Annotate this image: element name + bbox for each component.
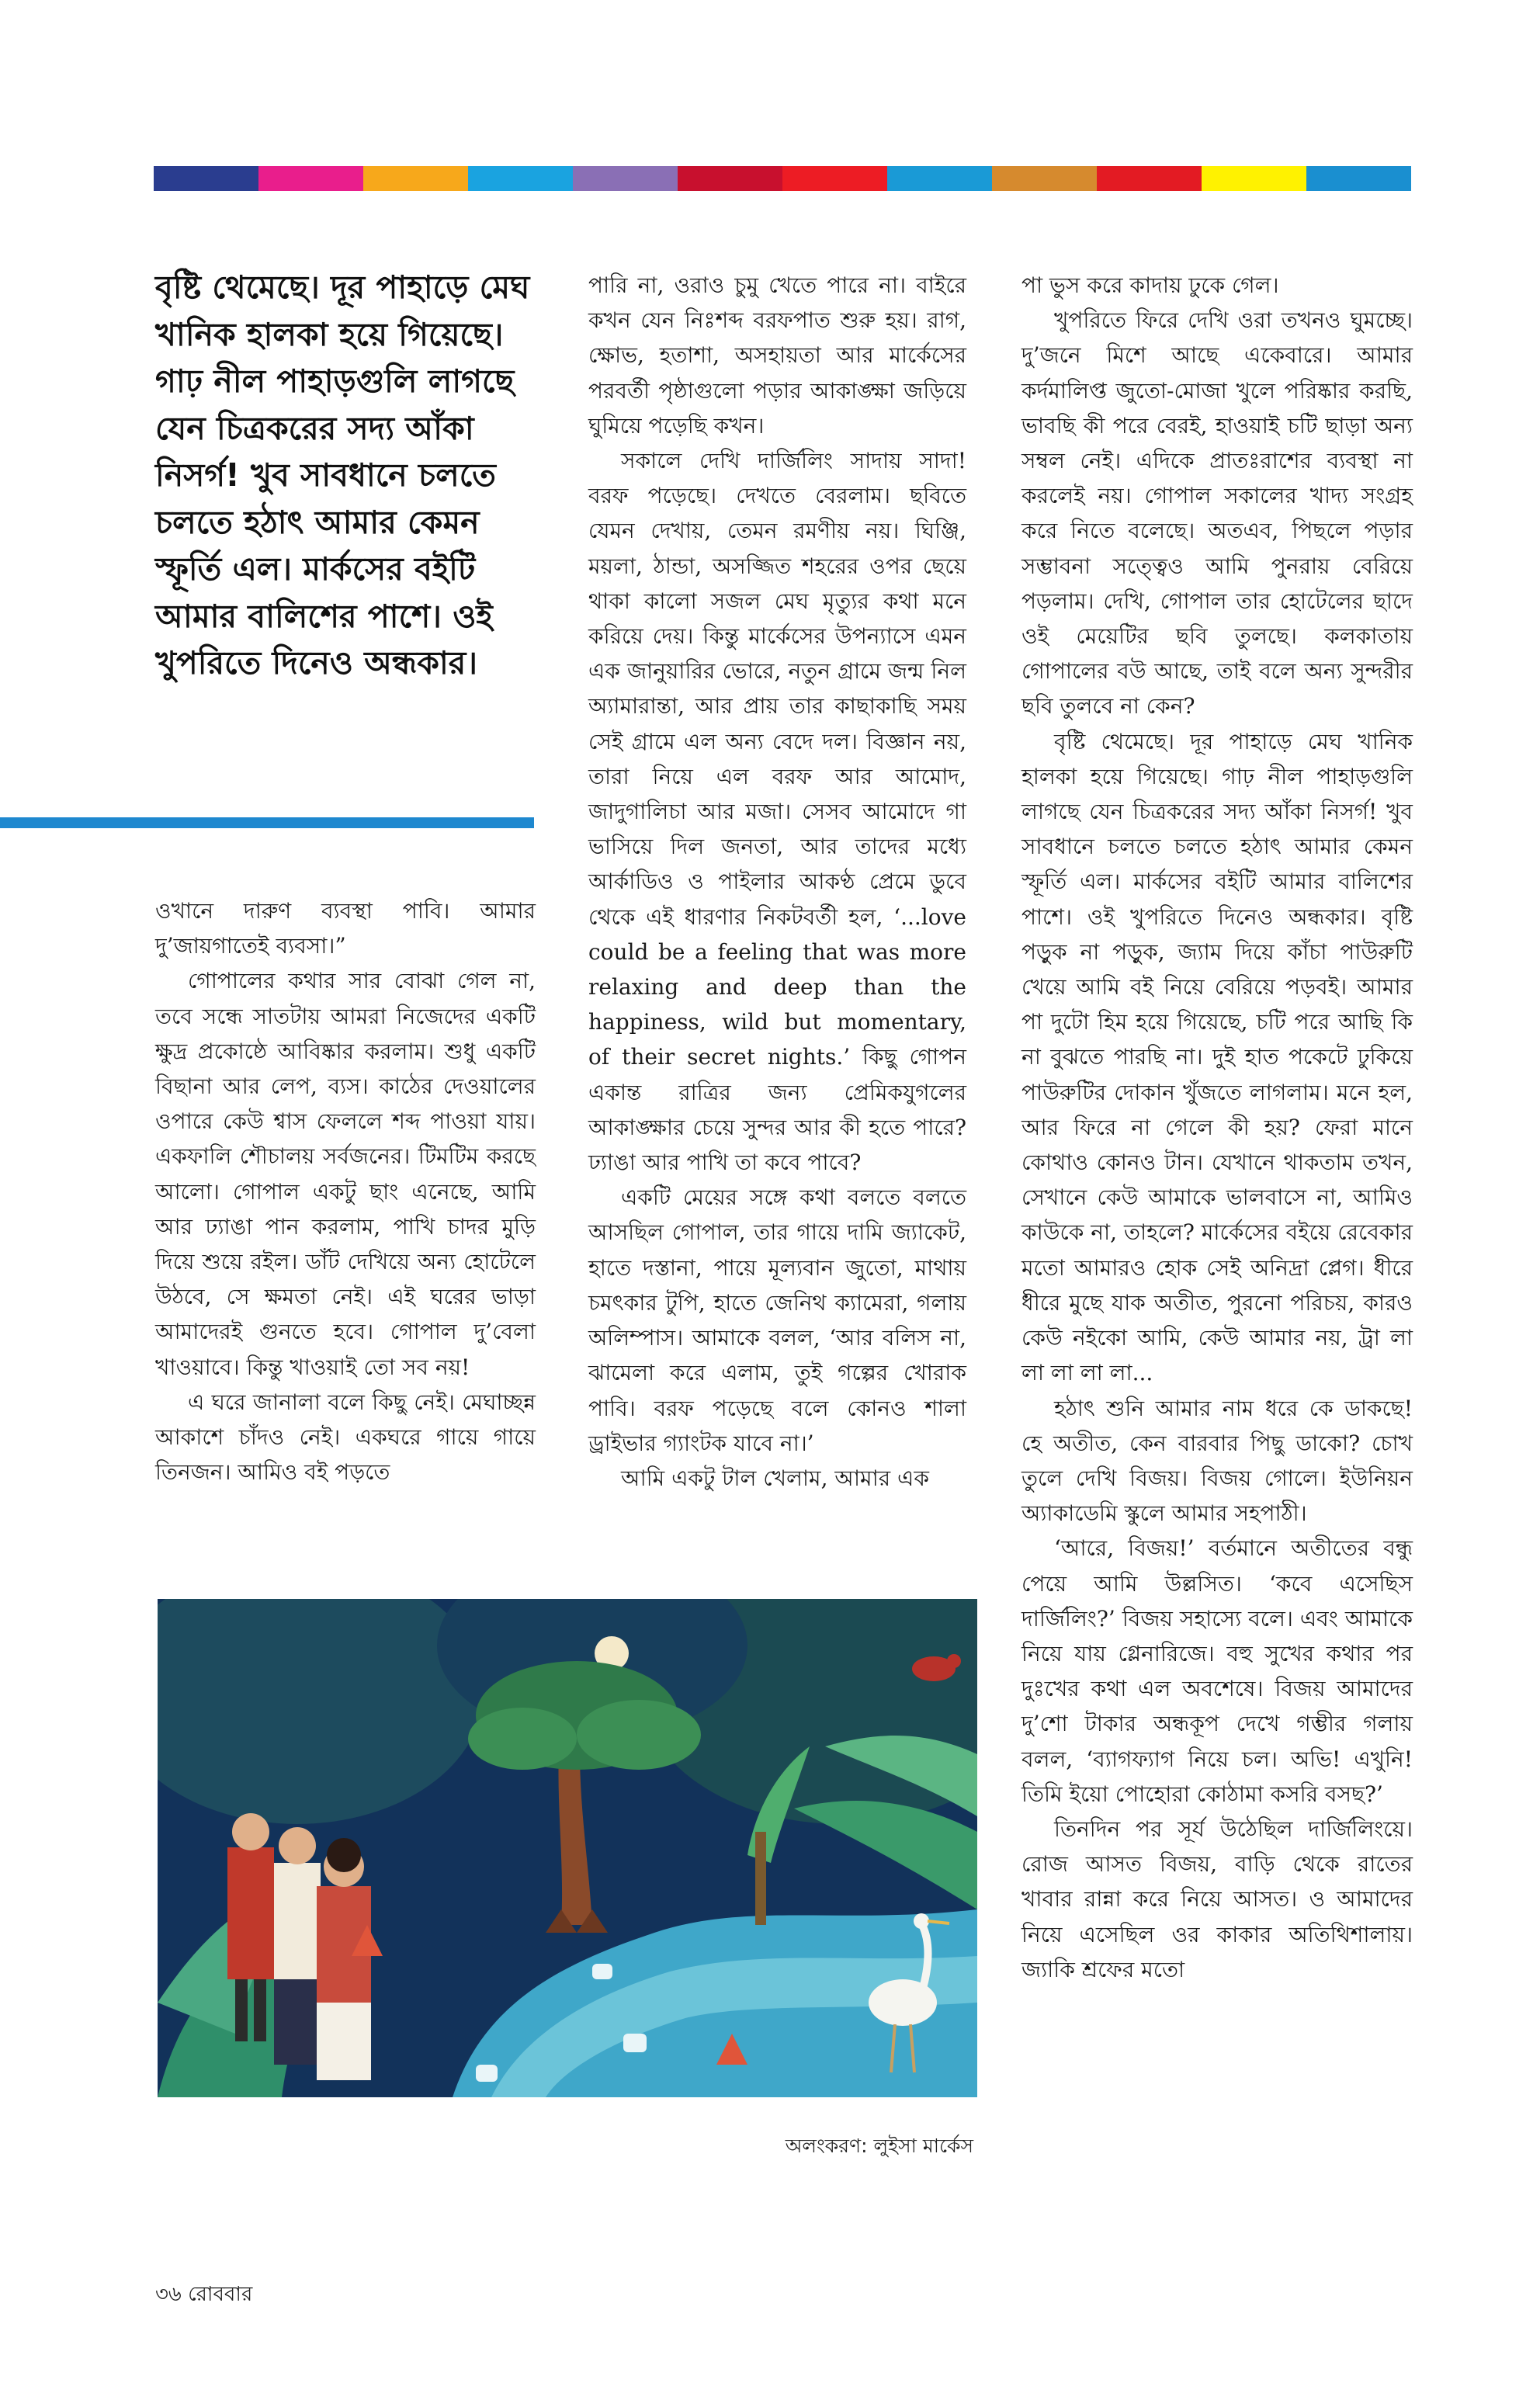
paragraph: এ ঘরে জানালা বলে কিছু নেই। মেঘাচ্ছন্ন আকাশে চাঁদও নেই। একঘরে গায়ে গায়ে তিনজন। আমিও বই পড়তে [155, 1389, 536, 1486]
paragraph: তিনদিন পর সূর্য উঠেছিল দার্জিলিংয়ে। রোজ আসত বিজয়, বাড়ি থেকে রাতের খাবার রান্না করে নিয়ে আসত। ও আমাদের নিয়ে এসেছিল ওর কাকার অতিথিশালায়। জ্যাকি শ্রফের মতো [1021, 1816, 1413, 1982]
color-stripe-segment [258, 166, 363, 191]
color-stripe-bar [154, 166, 1411, 191]
color-stripe-segment [887, 166, 992, 191]
text-column-1 [155, 893, 536, 1490]
paragraph: পারি না, ওরাও চুমু খেতে পারে না। বাইরে কখন যেন নিঃশব্দ বরফপাত শুরু হয়। রাগ, ক্ষোভ, হতাশা, অসহায়তা আর মার্কেসের পরবর্তী পৃষ্ঠাগুলো পড়ার আকাঙ্ক্ষা জড়িয়ে ঘুমিয়ে পড়েছি কখন। [588, 272, 966, 439]
paragraph: বৃষ্টি থেমেছে। দূর পাহাড়ে মেঘ খানিক হালকা হয়ে গিয়েছে। গাঢ় নীল পাহাড়গুলি লাগছে যেন চিত্রকরের সদ্য আঁকা নিসর্গ! খুব সাবধানে চলতে চলতে হঠাৎ আমার কেমন স্ফূর্তি এল। মার্কসের বইটি আমার বালিশের পাশে। ওই খুপরিতে দিনেও অন্ধকার। বৃষ্টি পড়ুক না পড়ুক, জ্যাম দিয়ে কাঁচা পাউরুটি খেয়ে আমি বই নিয়ে বেরিয়ে পড়বই। আমার পা দুটো হিম হয়ে গিয়েছে, চটি পরে আছি কি না বুঝতে পারছি না। দুই হাত পকেটে ঢুকিয়ে পাউরুটির দোকান খুঁজতে লাগলাম। মনে হল, আর ফিরে না গেলে কী হয়? ফেরা মানে কোথাও কোনও টান। যেখানে থাকতাম তখন, সেখানে কেউ আমাকে ভালবাসে না, আমিও কাউকে না, তাহলে? মার্কেসের বইয়ে রেবেকার মতো আমারও হোক সেই অনিদ্রা প্লেগ। ধীরে ধীরে মুছে যাক অতীত, পুরনো পরিচয়, কারও কেউ নইকো আমি, কেউ আমার নয়, ট্রা লা লা লা লা লা... [1021, 728, 1413, 1386]
color-stripe-segment [468, 166, 573, 191]
color-stripe-segment [678, 166, 782, 191]
color-stripe-segment [992, 166, 1097, 191]
paragraph: হঠাৎ শুনি আমার নাম ধরে কে ডাকছে! হে অতীত, কেন বারবার পিছু ডাকো? চোখ তুলে দেখি বিজয়। বিজয় গোলে। ইউনিয়ন অ্যাকাডেমি স্কুলে আমার সহপাঠী। [1021, 1395, 1413, 1527]
color-stripe-segment [573, 166, 678, 191]
paragraph: ওখানে দারুণ ব্যবস্থা পাবি। আমার দু’জায়গাতেই ব্যবসা।” [155, 898, 536, 959]
pull-quote: বৃষ্টি থেমেছে। দূর পাহাড়ে মেঘ খানিক হালকা হয়ে গিয়েছে। গাঢ় নীল পাহাড়গুলি লাগছে যেন চিত্রকরের সদ্য আঁকা নিসর্গ! খুব সাবধানে চলতে চলতে হঠাৎ আমার কেমন স্ফূর্তি এল। মার্কসের বইটি আমার বালিশের পাশে। ওই খুপরিতে দিনেও অন্ধকার। [155, 269, 530, 681]
paragraph: সকালে দেখি দার্জিলিং সাদায় সাদা! বরফ পড়েছে। দেখতে বেরলাম। ছবিতে যেমন দেখায়, তেমন রমণীয় নয়। ঘিঞ্জি, ময়লা, ঠান্ডা, অসজ্জিত শহরের ওপর ছেয়ে থাকা কালো সজল মেঘ মৃত্যুর কথা মনে করিয়ে দেয়। কিন্তু মার্কেসের উপন্যাসে এমন এক জানুয়ারির ভোরে, নতুন গ্রামে জন্ম নিল অ্যামারান্তা, আর প্রায় তার কাছাকাছি সময় সেই গ্রামে এল অন্য বেদে দল। বিজ্ঞান নয়, তারা নিয়ে এল বরফ আর আমোদ, জাদুগালিচা আর মজা। সেসব আমোদে গা ভাসিয়ে দিল জনতা, আর তাদের মধ্যে আর্কাডিও ও পাইলার আকণ্ঠ প্রেমে ডুবে থেকে এই ধারণার নিকটবর্তী হল, ‘...love could be a feeling that was more relaxing and deep than the happiness, wild but momentary, of their secret nights.’ কিছু গোপন একান্ত রাত্রির জন্য প্রেমিকযুগলের আকাঙ্ক্ষার চেয়ে সুন্দর আর কী হতে পারে? ঢ্যাঙা আর পাখি তা কবে পাবে? [588, 448, 966, 1176]
color-stripe-segment [154, 166, 258, 191]
paragraph: ‘আরে, বিজয়!’ বর্তমানে অতীতের বন্ধু পেয়ে আমি উল্লসিত। ‘কবে এসেছিস দার্জিলিং?’ বিজয় সহাস্যে বলে। এবং আমাকে নিয়ে যায় গ্লেনারিজে। বহু সুখের কথার পর দুঃখের কথা এল অবশেষে। বিজয় আমাদের দু’শো টাকার অন্ধকূপ দেখে গম্ভীর গলায় বলল, ‘ব্যাগফ্যাগ নিয়ে চল। অভি! এখুনি! তিমি ইয়ো পোহোরা কোঠামা কসরি বসছ?’ [1021, 1535, 1413, 1807]
paragraph: পা ভুস করে কাদায় ঢুকে গেল। [1021, 272, 1279, 298]
color-stripe-segment [363, 166, 468, 191]
color-stripe-segment [1097, 166, 1202, 191]
illustration-family-in-jungle [158, 1599, 977, 2097]
blue-divider-rule [0, 817, 534, 828]
paragraph: খুপরিতে ফিরে দেখি ওরা তখনও ঘুমচ্ছে। দু’জনে মিশে আছে একেবারে। আমার কর্দমালিপ্ত জুতো-মোজা খুলে পরিষ্কার করছি, ভাবছি কী পরে বেরই, হাওয়াই চটি ছাড়া অন্য সম্বল নেই। এদিকে প্রাতঃরাশের ব্যবস্থা না করলেই নয়। গোপাল সকালের খাদ্য সংগ্রহ করে নিতে বলেছে। অতএব, পিছলে পড়ার সম্ভাবনা সত্ত্বেও আমি পুনরায় বেরিয়ে পড়লাম। দেখি, গোপাল তার হোটেলের ছাদে ওই মেয়েটির ছবি তুলছে। কলকাতায় গোপালের বউ আছে, তাই বলে অন্য সুন্দরীর ছবি তুলবে না কেন? [1021, 307, 1413, 720]
text-column-3 [1021, 268, 1413, 1987]
paragraph: গোপালের কথার সার বোঝা গেল না, তবে সন্ধে সাতটায় আমরা নিজেদের একটি ক্ষুদ্র প্রকোষ্ঠে আবিষ্কার করলাম। শুধু একটি বিছানা আর লেপ, ব্যস। কাঠের দেওয়ালের ওপারে কেউ শ্বাস ফেললে শব্দ পাওয়া যায়। একফালি শৌচালয় সর্বজনের। টিমটিম করছে আলো। গোপাল একটু ছাং এনেছে, আমি আর ঢ্যাঙা পান করলাম, পাখি চাদর মুড়ি দিয়ে শুয়ে রইল। ডাঁট দেখিয়ে অন্য হোটেলে উঠবে, সে ক্ষমতা নেই। এই ঘরের ভাড়া আমাদেরই গুনতে হবে। গোপাল দু’বেলা খাওয়াবে। কিন্তু খাওয়াই তো সব নয়! [155, 968, 536, 1380]
illustration-credit: অলংকরণ: লুইসা মার্কেস [785, 2135, 973, 2157]
color-stripe-segment [1202, 166, 1306, 191]
paragraph: একটি মেয়ের সঙ্গে কথা বলতে বলতে আসছিল গোপাল, তার গায়ে দামি জ্যাকেট, হাতে দস্তানা, পায়ে মূল্যবান জুতো, মাথায় চমৎকার টুপি, হাতে জেনিথ ক্যামেরা, গলায় অলিম্পাস। আমাকে বলল, ‘আর বলিস না, ঝামেলা করে এলাম, তুই গল্পের খোরাক পাবি। বরফ পড়েছে বলে কোনও শালা ড্রাইভার গ্যাংটক যাবে না।’ [588, 1184, 966, 1456]
text-column-2 [588, 268, 966, 1496]
color-stripe-segment [1306, 166, 1411, 191]
color-stripe-segment [782, 166, 887, 191]
page-folio: ৩৬ রোববার [155, 2283, 253, 2306]
paragraph: আমি একটু টাল খেলাম, আমার এক [621, 1465, 929, 1491]
